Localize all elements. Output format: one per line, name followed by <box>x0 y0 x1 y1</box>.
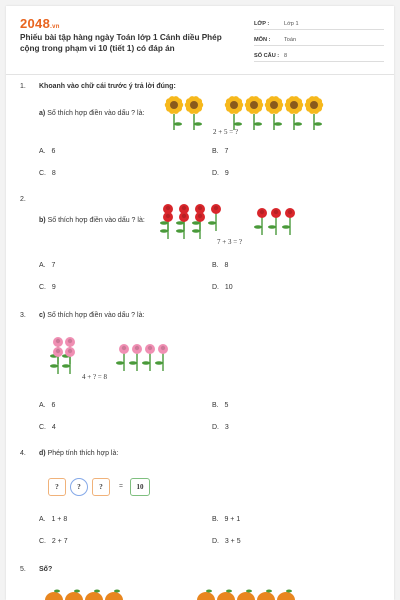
question-heading: Số? <box>39 566 53 573</box>
meta-grade: LỚP : Lớp 1 <box>254 18 384 30</box>
option-c[interactable]: C. 2 + 7 <box>39 538 68 545</box>
tulip-mark <box>116 344 129 371</box>
site-logo[interactable]: 2048.vn <box>20 16 60 31</box>
option-c[interactable]: C. 4 <box>39 424 56 431</box>
option-a[interactable]: A. 1 + 8 <box>39 516 68 523</box>
sunflower-mark <box>305 96 323 130</box>
tulip-illustration <box>44 328 174 374</box>
question-number: 4. <box>20 450 26 457</box>
answer-box[interactable]: ? <box>48 478 66 496</box>
question-number: 1. <box>20 83 26 90</box>
option-d[interactable]: D. 9 <box>212 170 229 177</box>
sunflower-mark <box>165 96 183 130</box>
option-a[interactable]: A. 7 <box>39 262 56 269</box>
rose-illustration <box>156 196 316 240</box>
sunflower-mark <box>185 96 203 130</box>
mango-mark <box>257 590 275 600</box>
option-b[interactable]: B. 8 <box>212 262 229 269</box>
header-divider <box>6 74 394 75</box>
option-a[interactable]: A. 6 <box>39 402 56 409</box>
question-number: 5. <box>20 566 26 573</box>
mango-mark <box>277 590 295 600</box>
sunflower-mark <box>245 96 263 130</box>
question-prompt: b) Số thích hợp điền vào dấu ? là: <box>39 217 145 224</box>
rose-mark <box>268 208 281 235</box>
mango-mark <box>197 590 215 600</box>
tulip-mark <box>155 344 168 371</box>
rose-mark <box>176 212 189 239</box>
tulip-mark <box>50 347 63 374</box>
equation: 7 + 3 = ? <box>217 238 243 246</box>
equation: 2 + 5 = ? <box>213 128 239 136</box>
option-c[interactable]: C. 8 <box>39 170 56 177</box>
mango-mark <box>65 590 83 600</box>
mango-illustration <box>40 582 330 600</box>
mango-mark <box>105 590 123 600</box>
sunflower-mark <box>225 96 243 130</box>
equation: 4 + ? = 8 <box>82 373 108 381</box>
mango-mark <box>237 590 255 600</box>
question-prompt: a) Số thích hợp điền vào dấu ? là: <box>39 110 145 117</box>
mango-mark <box>217 590 235 600</box>
meta-question-count: SỐ CÂU : 8 <box>254 50 384 62</box>
page-title: Phiếu bài tập hàng ngày Toán lớp 1 Cánh diều Phép cộng trong phạm vi 10 (tiết 1) có đáp án <box>20 33 222 53</box>
answer-box[interactable]: ? <box>92 478 110 496</box>
operator-circle[interactable]: ? <box>70 478 88 496</box>
equals-sign: = <box>119 482 123 490</box>
rose-mark <box>208 204 221 231</box>
worksheet <box>6 6 394 600</box>
question-number: 2. <box>20 196 26 203</box>
rose-mark <box>254 208 267 235</box>
option-b[interactable]: B. 7 <box>212 148 229 155</box>
meta-subject: MÔN : Toán <box>254 34 384 46</box>
sunflower-illustration <box>156 94 326 130</box>
option-d[interactable]: D. 3 <box>212 424 229 431</box>
tulip-mark <box>142 344 155 371</box>
sunflower-mark <box>285 96 303 130</box>
option-b[interactable]: B. 9 + 1 <box>212 516 241 523</box>
worksheet-header <box>6 6 394 70</box>
rose-mark <box>192 212 205 239</box>
mango-mark <box>45 590 63 600</box>
option-d[interactable]: D. 3 + 5 <box>212 538 241 545</box>
question-heading: Khoanh vào chữ cái trước ý trả lời đúng: <box>39 83 176 90</box>
tulip-mark <box>129 344 142 371</box>
question-prompt: d) Phép tính thích hợp là: <box>39 450 119 457</box>
mango-mark <box>85 590 103 600</box>
tulip-mark <box>62 347 75 374</box>
question-prompt: c) Số thích hợp điền vào dấu ? là: <box>39 312 145 319</box>
option-c[interactable]: C. 9 <box>39 284 56 291</box>
option-b[interactable]: B. 5 <box>212 402 229 409</box>
rose-mark <box>282 208 295 235</box>
option-d[interactable]: D. 10 <box>212 284 233 291</box>
option-a[interactable]: A. 6 <box>39 148 56 155</box>
result-box: 10 <box>130 478 150 496</box>
rose-mark <box>160 212 173 239</box>
sunflower-mark <box>265 96 283 130</box>
question-number: 3. <box>20 312 26 319</box>
